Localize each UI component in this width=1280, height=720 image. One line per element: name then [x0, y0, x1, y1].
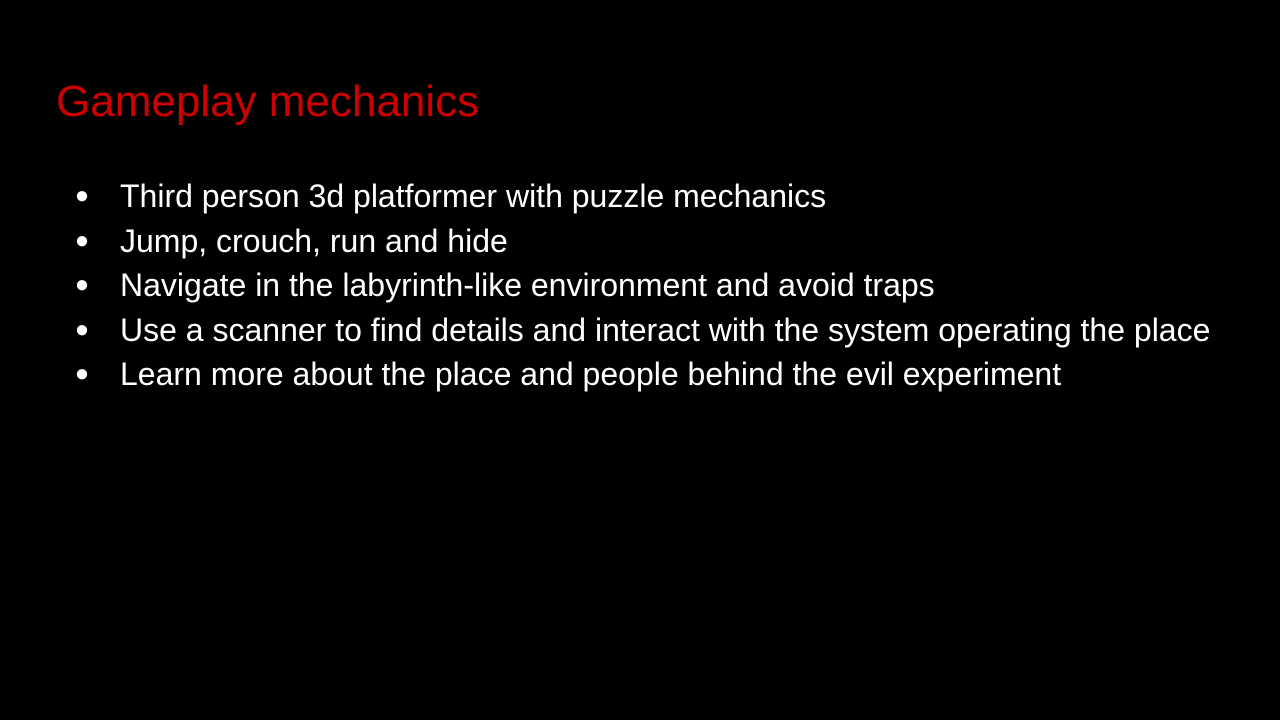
bullet-icon: ● — [74, 182, 90, 209]
bullet-text: Navigate in the labyrinth-like environment and avoid traps — [120, 267, 935, 303]
bullet-text: Jump, crouch, run and hide — [120, 222, 508, 259]
bullet-icon: ● — [74, 226, 90, 254]
bullet-icon: ● — [74, 271, 90, 298]
bullet-text: Learn more about the place and people behind the evil experiment — [120, 356, 1062, 392]
bullet-icon: ● — [74, 360, 90, 387]
bullet-text: Use a scanner to find details and interact with the system operating the place — [120, 311, 1211, 348]
bullet-text: Third person 3d platformer with puzzle mechanics — [120, 178, 827, 214]
bullet-icon: ● — [74, 315, 90, 343]
slide-title: Gameplay mechanics — [56, 77, 480, 126]
